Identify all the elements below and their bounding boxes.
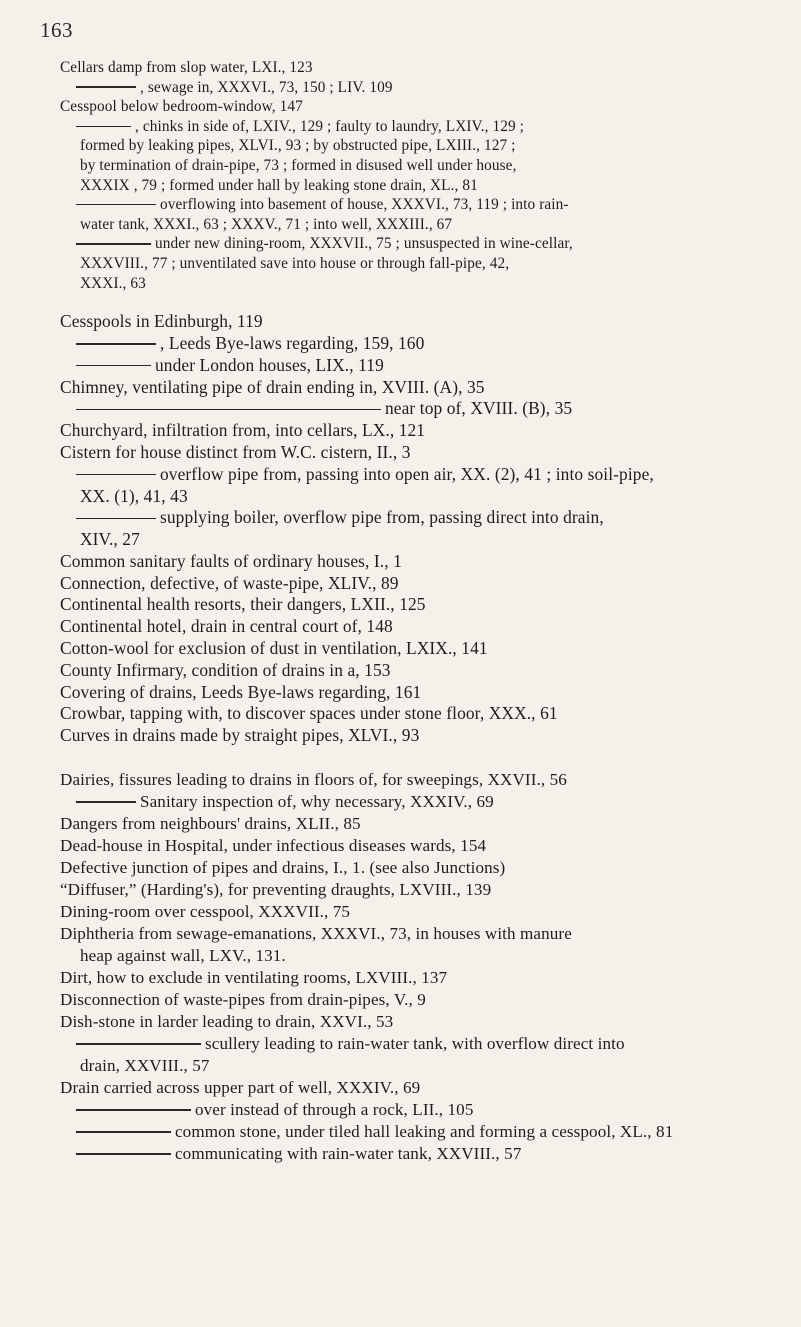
entry-line [60,638,488,658]
entry-text: Chimney, ventilating pipe of drain ending in, XVIII. (A), 35 [60,376,485,397]
entry-line [60,59,313,76]
entry-text: Dead-house in Hospital, under infectious diseases wards, 154 [60,836,487,856]
entry-text: supplying boiler, overflow pipe from, passing direct into drain, [160,507,604,528]
ditto-rule [76,126,131,128]
ditto-rule [76,1153,171,1155]
entry-text: Covering of drains, Leeds Bye-laws regarding, 161 [60,681,422,702]
entry-text: Connection, defective, of waste-pipe, XLIV., 89 [60,572,399,593]
index-entry [60,769,788,791]
index-entry [60,551,788,573]
entry-text: drain, XXVIII., 57 [80,1056,210,1076]
entry-text: over instead of through a rock, LII., 105 [195,1100,474,1120]
ditto-rule [76,801,136,803]
entry-line [60,486,788,508]
entry-line [60,118,524,135]
index-subentry [60,333,788,355]
entry-text: Dining-room over cesspool, XXXVII., 75 [60,902,351,922]
entry-text: water tank, XXXI., 63 ; XXXV., 71 ; into well, XXXIII., 67 [80,215,453,233]
page-number: 163 [40,18,73,42]
entry-line [60,529,788,551]
entry-text: Dangers from neighbours' drains, XLII., 85 [60,814,361,834]
entry-text: Dirt, how to exclude in ventilating rooms, LXVIII., 137 [60,968,448,988]
index-entry [60,638,788,660]
index-section [60,311,788,747]
entry-line [60,945,788,967]
entry-line [60,836,486,855]
entry-line [60,1078,420,1097]
index-entry [60,442,788,464]
index-entry [60,857,788,879]
entry-line [60,442,411,462]
entry-line [60,136,788,156]
entry-line [60,1100,473,1119]
ditto-rule [76,1043,201,1045]
ditto-rule [76,243,151,245]
entry-text: Cistern for house distinct from W.C. cistern, II., 3 [60,441,411,462]
entry-line [60,79,393,96]
index-entry [60,989,788,1011]
entry-line [60,551,402,571]
entry-line [60,616,393,636]
index-entry [60,1011,788,1033]
ditto-rule [76,204,156,206]
entry-line [60,1144,521,1163]
index-entry [60,420,788,442]
entry-text: under London houses, LIX., 119 [155,354,384,375]
entry-text: , chinks in side of, LXIV., 129 ; faulty to laundry, LXIV., 129 ; [135,117,525,135]
entry-line [60,254,788,274]
entry-line [60,1012,393,1031]
entry-text: under new dining-room, XXXVII., 75 ; unsuspected in wine-cellar, [155,235,573,253]
entry-text: , Leeds Bye-laws regarding, 159, 160 [160,332,425,353]
entry-text: Continental health resorts, their dangers, LXII., 125 [60,594,426,615]
entry-line [60,176,788,196]
entry-text: heap against wall, LXV., 131. [80,946,286,966]
entry-line [60,215,788,235]
entry-text: Defective junction of pipes and drains, I., 1. (see also Junctions) [60,858,506,878]
index-subentry [60,398,788,420]
section-gap [60,747,788,769]
entry-line [60,902,350,921]
index-section [60,58,788,293]
entry-line [60,814,361,833]
entry-text: County Infirmary, condition of drains in a, 153 [60,659,391,680]
entry-line [60,792,494,811]
index-listing [60,58,788,1165]
index-section [60,769,788,1165]
entry-line [60,1122,673,1141]
ditto-rule [76,86,136,88]
index-entry [60,311,788,333]
entry-line [60,507,604,527]
entry-text: Disconnection of waste-pipes from drain-pipes, V., 9 [60,990,426,1010]
entry-line [60,573,399,593]
entry-line [60,274,788,294]
entry-text: Drain carried across upper part of well, XXXIV., 69 [60,1078,421,1098]
entry-text: Churchyard, infiltration from, into cellars, LX., 121 [60,420,426,441]
index-entry [60,923,788,967]
entry-line [60,311,263,331]
entry-text: Cotton-wool for exclusion of dust in ventilation, LXIX., 141 [60,638,488,659]
entry-line [60,235,573,252]
entry-line [60,377,485,397]
index-subentry [60,117,788,195]
ditto-rule [76,1131,171,1133]
entry-text: Curves in drains made by straight pipes, XLVI., 93 [60,725,420,746]
entry-line [60,464,654,484]
entry-line [60,725,419,745]
entry-text: Cesspools in Edinburgh, 119 [60,311,263,332]
entry-text: “Diffuser,” (Harding's), for preventing draughts, LXVIII., 139 [60,880,492,900]
index-subentry [60,78,788,98]
entry-line [60,924,572,943]
entry-text: common stone, under tiled hall leaking and forming a cesspool, XL., 81 [175,1122,674,1142]
index-entry [60,879,788,901]
index-subentry [60,1033,788,1077]
entry-line [60,880,491,899]
entry-line [60,660,391,680]
index-subentry [60,1143,788,1165]
entry-text: , sewage in, XXXVI., 73, 150 ; LIV. 109 [140,78,393,96]
entry-text: Continental hotel, drain in central court of, 148 [60,616,393,637]
index-subentry [60,1099,788,1121]
entry-line [60,858,505,877]
index-entry [60,616,788,638]
entry-text: XXXIX , 79 ; formed under hall by leaking stone drain, XL., 81 [80,176,478,194]
entry-line [60,594,426,614]
entry-text: Cesspool below bedroom-window, 147 [60,98,303,116]
index-entry [60,813,788,835]
entry-line [60,1055,788,1077]
index-subentry [60,791,788,813]
entry-text: Cellars damp from slop water, LXI., 123 [60,59,313,76]
index-subentry [60,1121,788,1143]
entry-line [60,682,421,702]
index-subentry [60,355,788,377]
entry-text: by termination of drain-pipe, 73 ; formed in disused well under house, [80,156,517,174]
entry-text: XX. (1), 41, 43 [80,485,188,506]
entry-line [60,420,425,440]
entry-line [60,333,424,353]
index-entry [60,682,788,704]
index-entry [60,573,788,595]
entry-line [60,355,384,375]
entry-line [60,703,558,723]
ditto-rule [76,365,151,367]
entry-line [60,98,303,115]
index-entry [60,901,788,923]
index-entry [60,967,788,989]
entry-line [60,1034,625,1053]
entry-text: XIV., 27 [80,529,140,550]
index-subentry [60,234,788,293]
entry-text: overflow pipe from, passing into open air, XX. (2), 41 ; into soil-pipe, [160,463,654,484]
entry-line [60,770,567,789]
entry-text: near top of, XVIII. (B), 35 [385,398,573,419]
ditto-rule [76,343,156,345]
index-entry [60,377,788,399]
entry-line [60,968,447,987]
ditto-rule [76,1109,191,1111]
index-subentry [60,464,788,508]
entry-text: XXXVIII., 77 ; unventilated save into house or through fall-pipe, 42, [80,254,510,272]
index-entry [60,835,788,857]
index-entry [60,97,788,117]
index-subentry [60,195,788,234]
entry-text: Diphtheria from sewage-emanations, XXXVI., 73, in houses with manure [60,924,572,944]
entry-text: Dish-stone in larder leading to drain, XXVI., 53 [60,1012,394,1032]
ditto-rule [76,474,156,476]
entry-text: Crowbar, tapping with, to discover spaces under stone floor, XXX., 61 [60,703,558,724]
entry-text: communicating with rain-water tank, XXVIII., 57 [175,1144,522,1164]
entry-line [60,990,426,1009]
index-entry [60,1077,788,1099]
entry-text: XXXI., 63 [80,274,146,292]
entry-text: scullery leading to rain-water tank, with overflow direct into [205,1034,625,1054]
ditto-rule [76,409,381,411]
entry-line [60,398,572,418]
entry-line [60,196,569,213]
index-entry [60,725,788,747]
index-subentry [60,507,788,551]
ditto-rule [76,518,156,520]
entry-line [60,156,788,176]
index-entry [60,703,788,725]
section-gap [60,293,788,311]
entry-text: Sanitary inspection of, why necessary, XXXIV., 69 [140,792,494,812]
index-entry [60,660,788,682]
index-entry [60,58,788,78]
entry-text: Dairies, fissures leading to drains in floors of, for sweepings, XXVII., 56 [60,770,567,790]
entry-text: Common sanitary faults of ordinary houses, I., 1 [60,550,402,571]
index-entry [60,594,788,616]
entry-text: overflowing into basement of house, XXXVI., 73, 119 ; into rain- [160,196,569,214]
entry-text: formed by leaking pipes, XLVI., 93 ; by obstructed pipe, LXIII., 127 ; [80,137,516,155]
